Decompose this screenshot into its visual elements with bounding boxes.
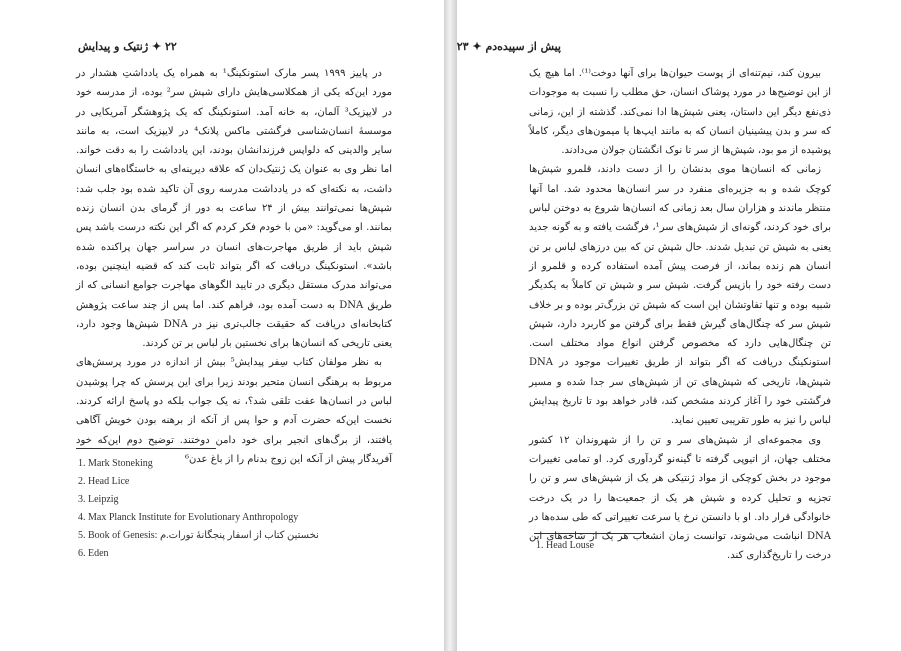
footnote: 3. Leipzig [78,494,119,506]
footnote-divider [76,448,216,449]
body-text [76,64,392,469]
paragraph: به نظر مولفان کتاب سِفر پیدایش⁵ بیش از اندازه در مورد پرسش‌های مربوط به برهنگی انسان متحیر بودند زیرا برای این پرسش که چرا پوشیدن لباس در انسان‌ها عفت تلقی شد؟، نه یک جواب بلکه دو پاسخ ارائه کردند. نخست این‌که حضرت آدم و حوا پس از آنکه از برهنه بودن خویش آگاهی یافتند، از برگ‌های انجیر برای خود دامن دوختند. توضیح دوم این‌که خود آفریدگار پیش از آنکه این زوج بدنام را از باغ عدن⁶ [76,357,392,465]
footnote-divider [534,533,646,534]
footnote: 2. Head Lice [78,476,130,488]
footnote: 5. Book of Genesis: نخستین کتاب از اسفار پنجگانهٔ تورات.م [78,530,319,542]
running-header: ۲۲ ✦ ژنتیک و پیدایش [78,40,177,53]
running-header: پیش از سپیده‌دم ✦ ۲۳ [456,40,561,53]
left-page [0,0,444,651]
footnote: 1. Mark Stoneking [78,458,153,469]
footnote: 4. Max Planck Institute for Evolutionary Anthropology [78,512,299,524]
paragraph: در پاییز ۱۹۹۹ پسر مارک استونکینگ¹ به همراه یک یادداشتِ هشدار در مورد این‌که یکی از همکلاسی‌هایش دارای شپش سر² بوده، از مدرسه خود در لایپزیک³ آلمان، به خانه آمد. استونکینگ که یک پژوهشگر آمریکایی در موسسهٔ انسان‌شناسی فرگشتی ماکس پلانک⁴ در لایپزیک است، به مانند سایر والدینی که دلواپس فرزندانشان بودند، این یادداشت را به دقت خواند. اما نظر وی به عنوان یک ژنتیک‌دان که علاقه دیرینه‌ای به خاستگاه‌های انسان داشت، به نکته‌ای که در یادداشت مدرسه روی آن تاکید شده بود جلب شد: شپش‌ها نمی‌توانند بیش از ۲۴ ساعت به دور از گرمای بدن انسان زنده بمانند. او می‌گوید: «من با خودم فکر کردم که اگر این نکته درست باشد پس شپش باید از طریق مهاجرت‌های انسان در سراسر جهان پراکنده شده باشد». استونکینگ دریافت که اگر بتواند ثابت کند که قضیه اینچنین بوده، می‌تواند مدرک مستقل دیگری در تایید الگوهای مهاجرت جوامع انسانی که از طریق DNA به دست آمده بود، فراهم کند. اما پس از چند ساعت پژوهش کتابخانه‌ای دریافت که حقیقت جالب‌تری نیز در DNA شپش‌ها وجود دارد، یعنی تاریخی که انسان‌ها برای نخستین بار لباس بر تن کردند. [76,68,393,350]
footnote: 1. Head Louse [536,540,595,551]
body-text [529,64,831,566]
paragraph: زمانی که انسان‌ها موی بدنشان را از دست دادند، قلمرو شپش‌ها کوچک شده و به جزیره‌ای منفرد در سر انسان‌ها محدود شد. اما آنها منتظر ماندند و هزاران سال بعد زمانی که انسان‌ها شروع به دوختن لباس برای خود کردند، گونه‌ای از شپش‌های سر¹، فرگشت یافته و به گونه جدید یعنی به شپش تن تبدیل شدند. حال شپش تن که بین درزهای لباس بر تن انسان هم زنده بماند، از فرصت پیش آمده استفاده کرده و قلمرو از دست رفته خود را بازپس گرفت. شپش سر و شپش تن کاملاً به یکدیگر شبیه بوده و تنها تفاوتشان این است که شپش تن بزرگ‌تر بوده و بر خلاف شپش سر که چنگال‌های گیرش فقط برای گرفتن مو کاربرد دارد، شپش تن چنگال‌هایی دارد که مخصوص گرفتن انواع مواد مختلف است. استونکینگ دریافت که اگر بتواند از طریق تغییرات موجود در DNA شپش‌ها، تاریخی که شپش‌های تن از شپش‌های سر جدا شده و مسیر فرگشتی خود را آغاز کردند مشخص کند، قادر خواهد بود تا تاریخ پیدایش لباس را نیز به طور تقریبی تعیین نماید. [529,164,831,427]
footnote: 6. Eden [78,548,109,560]
footnotes [78,455,319,564]
footnotes [536,537,594,555]
paragraph: وی مجموعه‌ای از شپش‌های سر و تن را از شهروندان ۱۲ کشور مختلف جهان، از اتیوپی گرفته تا گینه‌نو گردآوری کرد. او تمامی تغییرات موجود در بخش کوچکی از مواد ژنتیکی هر یک از شپش‌های سر و تن را تجزیه و تحلیل کرده و شپش هر یک از جمعیت‌ها را در یک درخت خانوادگی قرار داد. او با دانستن نرخ یا سرعت تغییراتی که طی سده‌ها در DNA انباشت می‌شوند، توانست زمان انشعاب هر یک از شاخه‌های این درخت را تاریخ‌گذاری کند. [529,434,831,562]
paragraph: بیرون کند، نیم‌تنه‌ای از پوست حیوان‌ها برای آنها دوخت⁽¹⁾. اما هیچ یک از این توضیح‌ها در مورد پوشاک انسان، حق مطلب را نسبت به موجودات ذی‌نفع دیگر این داستان، یعنی شپش‌ها ادا نمی‌کند. گذشته از این، زمانی که سر و بدن پیشینیان انسان که به مانند ایپ‌ها یا میمون‌های دیگر، کاملاً پوشیده از مو بود، شپش‌ها از سر تا نوک انگشتان جولان می‌دادند. [529,68,831,157]
book-gutter [444,0,457,651]
right-page [457,0,901,651]
